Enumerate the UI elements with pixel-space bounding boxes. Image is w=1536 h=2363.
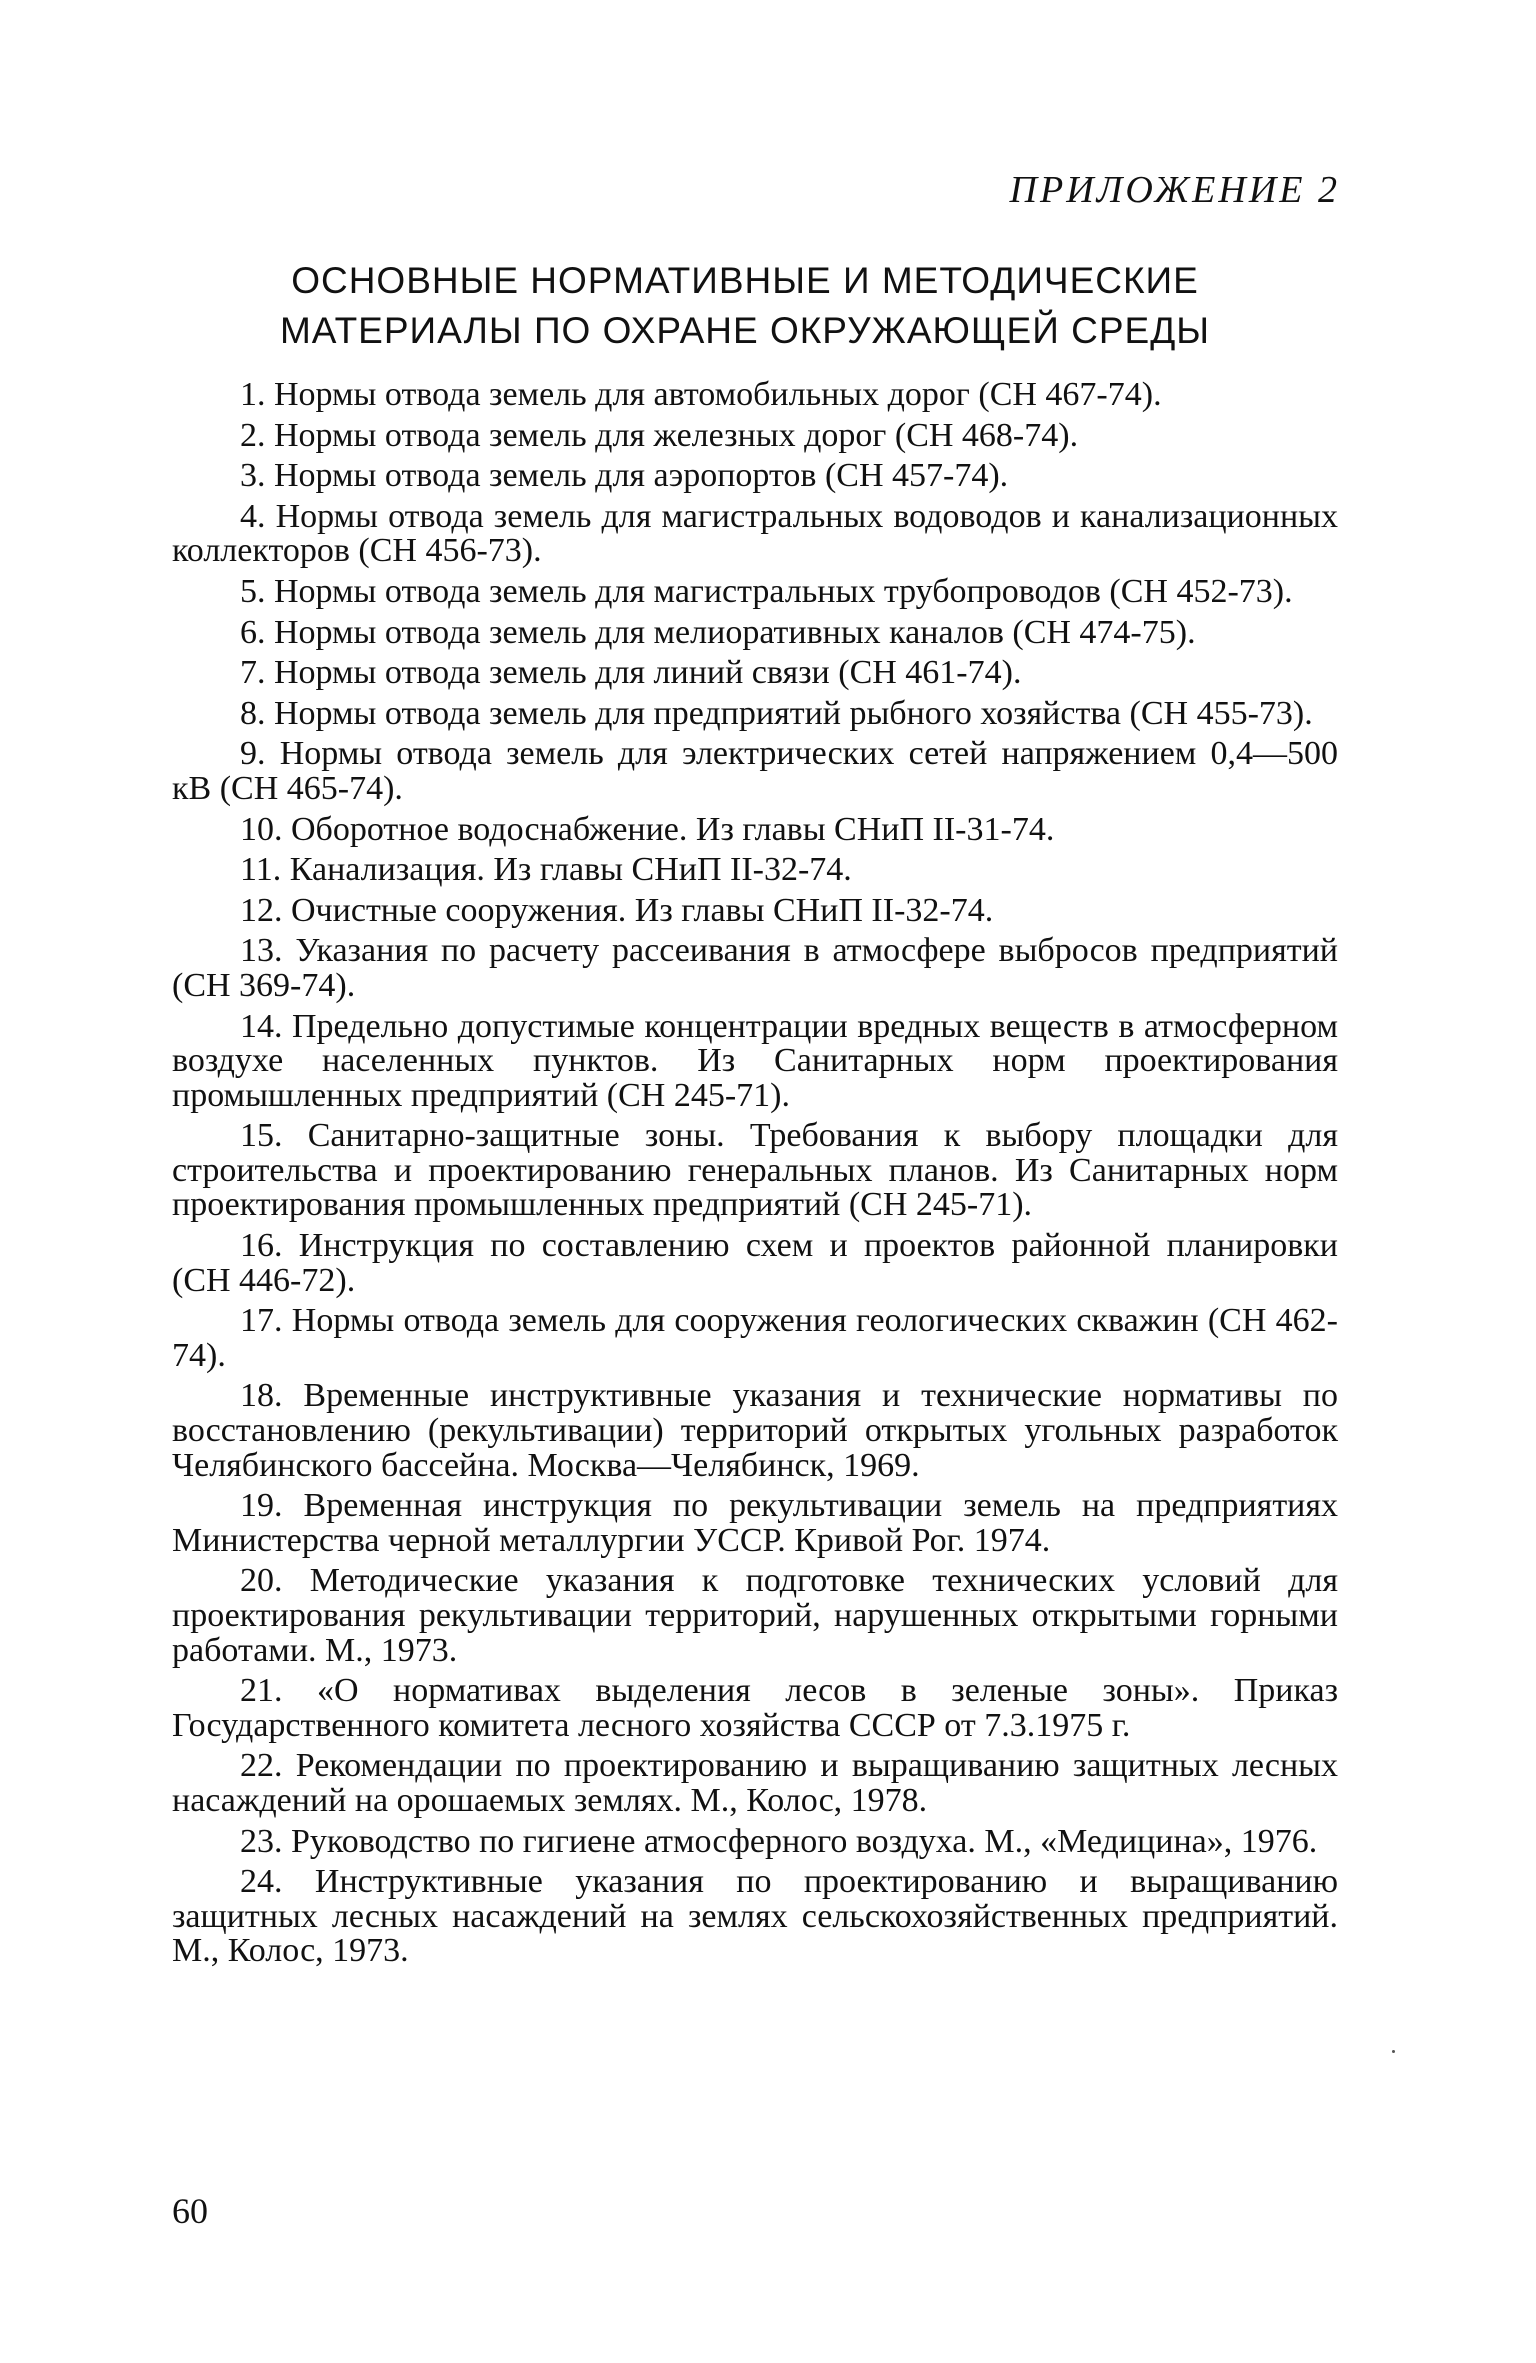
- title-line-1: ОСНОВНЫЕ НОРМАТИВНЫЕ И МЕТОДИЧЕСКИЕ: [291, 260, 1199, 301]
- item-text: Временные инструктивные указания и технические нормативы по восстановлению (рекультивации) территорий открытых угольных разработок Челябинского бассейна. Москва—Челябинск, 1969.: [172, 1377, 1338, 1484]
- item-text: Нормы отвода земель для электрических сетей напряжением 0,4—500 кВ (СН 465-74).: [172, 735, 1338, 807]
- item-number: 23.: [240, 1822, 283, 1860]
- item-number: 14.: [240, 1007, 283, 1045]
- item-number: 10.: [240, 810, 283, 848]
- item-number: 18.: [240, 1377, 283, 1415]
- reference-list: [172, 378, 1338, 1975]
- item-number: 13.: [240, 932, 283, 970]
- list-item: [172, 891, 1338, 929]
- list-item: [172, 416, 1338, 454]
- list-item: [172, 1229, 1338, 1298]
- item-number: 24.: [240, 1863, 283, 1901]
- item-number: 11.: [240, 851, 282, 889]
- item-text: «О нормативах выделения лесов в зеленые зоны». Приказ Государственного комитета лесного хозяйства СССР от 7.3.1975 г.: [172, 1672, 1339, 1744]
- list-item: [172, 1489, 1338, 1558]
- document-title: [150, 256, 1340, 356]
- item-text: Методические указания к подготовке технических условий для проектирования рекультивации территорий, нарушенных открытыми горными работами. М., 1973.: [172, 1562, 1338, 1669]
- item-number: 8.: [240, 694, 266, 732]
- item-text: Нормы отвода земель для предприятий рыбного хозяйства (СН 455-73).: [274, 694, 1313, 732]
- list-item: [172, 1119, 1338, 1223]
- list-item: [172, 572, 1338, 610]
- item-number: 16.: [240, 1227, 283, 1265]
- item-number: 17.: [240, 1302, 283, 1340]
- list-item: [172, 934, 1338, 1003]
- item-number: 9.: [240, 735, 266, 773]
- list-item: [172, 1749, 1338, 1818]
- title-line-2: МАТЕРИАЛЫ ПО ОХРАНЕ ОКРУЖАЮЩЕЙ СРЕДЫ: [279, 310, 1211, 351]
- scan-speck: [1392, 2050, 1395, 2053]
- list-item: [172, 853, 1338, 888]
- item-text: Канализация. Из главы СНиП II-32-74.: [289, 851, 852, 889]
- list-item: [172, 737, 1338, 806]
- list-item: [172, 810, 1338, 848]
- list-item: [172, 656, 1338, 691]
- list-item: [172, 613, 1338, 651]
- item-text: Нормы отвода земель для магистральных трубопроводов (СН 452-73).: [274, 572, 1293, 610]
- item-number: 21.: [240, 1672, 283, 1710]
- item-text: Нормы отвода земель для железных дорог (СН 468-74).: [274, 416, 1079, 454]
- item-text: Нормы отвода земель для мелиоративных каналов (СН 474-75).: [274, 613, 1196, 651]
- item-text: Оборотное водоснабжение. Из главы СНиП II-31-74.: [291, 810, 1055, 848]
- item-text: Нормы отвода земель для сооружения геологических скважин (СН 462-74).: [172, 1302, 1339, 1374]
- list-item: [172, 694, 1338, 732]
- item-number: 19.: [240, 1487, 283, 1525]
- list-item: [172, 1379, 1338, 1483]
- item-text: Нормы отвода земель для магистральных водоводов и канализационных коллекторов (СН 456-73).: [172, 497, 1339, 570]
- item-number: 3.: [240, 457, 266, 495]
- page-number: 60: [172, 2191, 208, 2231]
- list-item: [172, 378, 1338, 413]
- item-number: 2.: [240, 416, 266, 454]
- list-item: [172, 459, 1338, 494]
- item-text: Предельно допустимые концентрации вредных веществ в атмосферном воздухе населенных пунктов. Из Санитарных норм проектирования промышленных предприятий (СН 245-71).: [172, 1007, 1338, 1114]
- item-number: 5.: [240, 572, 266, 610]
- list-item: [172, 497, 1339, 570]
- item-number: 1.: [240, 376, 266, 413]
- item-text: Очистные сооружения. Из главы СНиП II-32-74.: [291, 891, 994, 929]
- list-item: [172, 1822, 1338, 1860]
- item-text: Указания по расчету рассеивания в атмосфере выбросов предприятий (СН 369-74).: [172, 932, 1339, 1004]
- item-number: 7.: [240, 654, 266, 692]
- list-item: [172, 1674, 1338, 1743]
- item-text: Руководство по гигиене атмосферного воздуха. М., «Медицина», 1976.: [291, 1822, 1318, 1860]
- item-text: Временная инструкция по рекультивации земель на предприятиях Министерства черной металлургии УССР. Кривой Рог. 1974.: [172, 1487, 1339, 1559]
- item-number: 6.: [240, 613, 266, 651]
- list-item: [172, 1865, 1338, 1969]
- item-text: Инструкция по составлению схем и проектов районной планировки (СН 446-72).: [172, 1227, 1338, 1299]
- appendix-label: ПРИЛОЖЕНИЕ 2: [1009, 169, 1340, 211]
- item-number: 4.: [240, 497, 266, 535]
- item-text: Инструктивные указания по проектированию и выращиванию защитных лесных насаждений на землях сельскохозяйственных предприятий. М., Колос, 1973.: [172, 1863, 1338, 1970]
- item-text: Нормы отвода земель для линий связи (СН 461-74).: [274, 654, 1022, 692]
- item-text: Нормы отвода земель для аэропортов (СН 457-74).: [274, 457, 1009, 495]
- item-number: 20.: [240, 1562, 283, 1600]
- list-item: [172, 1564, 1338, 1668]
- list-item: [172, 1304, 1338, 1373]
- item-text: Рекомендации по проектированию и выращиванию защитных лесных насаждений на орошаемых землях. М., Колос, 1978.: [172, 1747, 1338, 1819]
- item-number: 12.: [240, 891, 283, 929]
- list-item: [172, 1007, 1338, 1114]
- item-number: 22.: [240, 1747, 283, 1785]
- item-number: 15.: [240, 1117, 283, 1155]
- item-text: Нормы отвода земель для автомобильных дорог (СН 467-74).: [274, 376, 1162, 413]
- item-text: Санитарно-защитные зоны. Требования к выбору площадки для строительства и проектированию генеральных планов. Из Санитарных норм проектирования промышленных предприятий (СН 245-71).: [172, 1117, 1339, 1224]
